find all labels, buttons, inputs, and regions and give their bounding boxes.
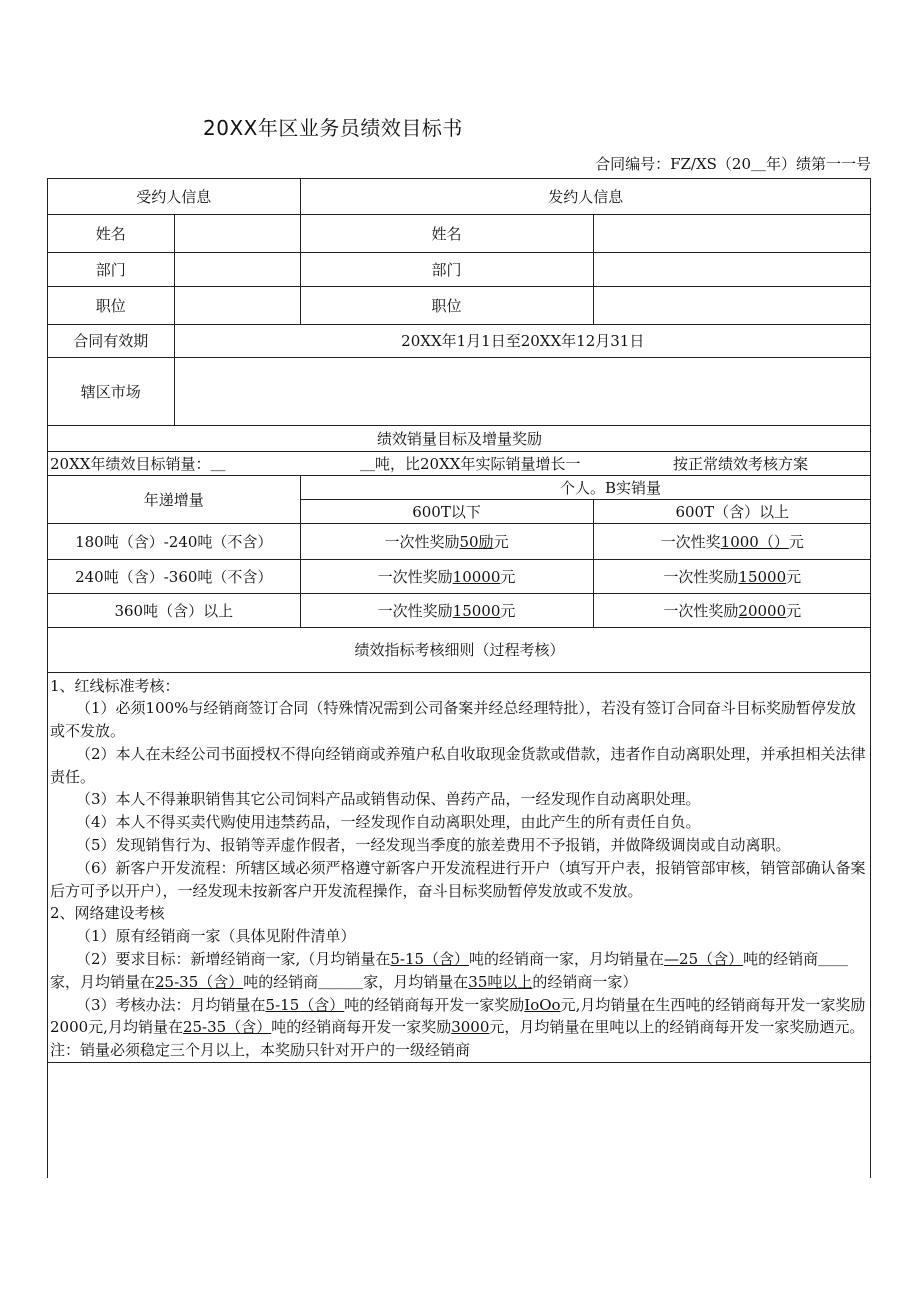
reward-unit: 元: [786, 601, 802, 620]
target-text-part3: 按正常绩效考核方案: [673, 454, 809, 473]
performance-form-table: [48, 179, 871, 1063]
validity-label: 合同有效期: [48, 324, 174, 357]
issuer-info-header: 发约人信息: [300, 179, 871, 214]
assessment-body-row: [48, 672, 871, 1063]
text-span: （3）考核办法：月均销量在: [76, 995, 266, 1014]
territory-row: [48, 357, 871, 425]
text-span: 吨的经销商＿＿家，月均销量在: [50, 950, 849, 991]
assessment-body: [48, 672, 871, 1063]
recipient-name-label: 姓名: [48, 214, 174, 252]
reward-range: 240吨（含）-360吨（不含）: [48, 559, 300, 593]
reward-amount: 1000（）: [720, 532, 789, 551]
redline-item: （6）新客户开发流程：所辖区域必须严格遵守新客户开发流程进行开户（填写开户表，报销管部审核，销管部确认备案后方可予以开户），一经发现未按新客户开发流程操作，奋斗目标奖励暂停发放或不发放。: [50, 858, 866, 900]
recipient-position-label: 职位: [48, 286, 174, 324]
redline-heading: 1、红线标准考核：: [50, 676, 180, 695]
reward-unit: 元: [493, 532, 509, 551]
text-span: 吨的经销商每开发一家奖励: [344, 995, 525, 1014]
reward-below-600t: [300, 559, 593, 593]
reward-prefix: 一次性奖励: [663, 601, 739, 620]
validity-row: [48, 324, 871, 357]
territory-field[interactable]: [174, 357, 871, 425]
reward-unit: 元: [500, 601, 516, 620]
col-above-600t: 600T（含）以上: [593, 499, 871, 523]
annual-target-line: [48, 451, 871, 475]
reward-amount: 15000: [738, 567, 787, 586]
reward-amount: 50励: [459, 532, 494, 551]
underlined-value: 5-15（含）: [265, 995, 345, 1014]
reward-above-600t: [593, 523, 871, 559]
target-text-part1: 20XX年绩效目标销量：＿: [50, 454, 226, 473]
recipient-dept-field[interactable]: [174, 252, 300, 286]
recipient-info-header: 受约人信息: [48, 179, 300, 214]
underlined-value: 25-35（含）: [182, 1018, 272, 1037]
redline-item: （5）发现销售行为、报销等弄虚作假者，一经发现当季度的旅差费用不予报销，并做降级调岗或自动离职。: [76, 836, 791, 855]
personal-sales-label: 个人。B实销量: [300, 475, 871, 499]
underlined-value: 5-15（含）: [390, 950, 470, 969]
recipient-position-field[interactable]: [174, 286, 300, 324]
issuer-dept-label: 部门: [300, 252, 593, 286]
reward-prefix: 一次性奖: [660, 532, 721, 551]
reward-amount: 20000: [738, 601, 787, 620]
issuer-name-label: 姓名: [300, 214, 593, 252]
text-span: 元，月均销量在里吨以上的经销商每开发一家奖励迺元。注：销量必须稳定三个月以上，本奖励只针对开户的一级经销商: [50, 1018, 865, 1060]
text-span: 吨的经销商一家，月均销量在: [469, 950, 665, 969]
growth-header-row: [48, 475, 871, 499]
reward-prefix: 一次性奖励: [377, 567, 453, 586]
reward-row: [48, 593, 871, 627]
issuer-dept-field[interactable]: [593, 252, 871, 286]
reward-unit: 元: [786, 567, 802, 586]
assessment-title-row: [48, 627, 871, 672]
text-span: 的经销商一家）: [532, 972, 638, 991]
reward-row: [48, 559, 871, 593]
col-below-600t: 600T以下: [300, 499, 593, 523]
reward-unit: 元: [500, 567, 516, 586]
issuer-name-field[interactable]: [593, 214, 871, 252]
reward-prefix: 一次性奖励: [384, 532, 460, 551]
network-item-method: [50, 994, 869, 1062]
issuer-position-field[interactable]: [593, 286, 871, 324]
info-header-row: [48, 179, 871, 214]
recipient-name-field[interactable]: [174, 214, 300, 252]
incentive-title-row: [48, 425, 871, 451]
growth-label: 年递增量: [48, 475, 300, 523]
redline-item: （3）本人不得兼职销售其它公司饲料产品或销售动保、兽药产品，一经发现作自动离职处理。: [76, 790, 701, 809]
text-span: 吨的经销商＿＿＿家，月均销量在: [243, 972, 469, 991]
reward-above-600t: [593, 593, 871, 627]
reward-amount: 10000: [452, 567, 501, 586]
text-span: 吨的经销商每开发一家奖励: [271, 1018, 452, 1037]
reward-prefix: 一次性奖励: [377, 601, 453, 620]
name-row: [48, 214, 871, 252]
reward-below-600t: [300, 593, 593, 627]
network-item-existing: （1）原有经销商一家（具体见附件清单）: [76, 927, 356, 946]
network-heading: 2、网络建设考核: [50, 904, 165, 923]
validity-value: 20XX年1月1日至20XX年12月31日: [174, 324, 871, 357]
dept-row: [48, 252, 871, 286]
target-row: [48, 451, 871, 475]
reward-above-600t: [593, 559, 871, 593]
reward-range: 360吨（含）以上: [48, 593, 300, 627]
reward-prefix: 一次性奖励: [663, 567, 739, 586]
underlined-value: 35吨以上: [468, 972, 533, 991]
network-item-target: [50, 948, 869, 994]
recipient-dept-label: 部门: [48, 252, 174, 286]
position-row: [48, 286, 871, 324]
reward-row: [48, 523, 871, 559]
underlined-value: 3000: [451, 1018, 490, 1037]
underlined-value: —25（含）: [664, 950, 744, 969]
territory-label: 辖区市场: [48, 357, 174, 425]
incentive-section-title: 绩效销量目标及增量奖励: [48, 425, 871, 451]
document-title: 20XX年区业务员绩效目标书: [203, 116, 463, 140]
assessment-section-title: 绩效指标考核细则（过程考核）: [48, 627, 871, 672]
redline-item: （4）本人不得买卖代购使用违禁药品，一经发现作自动离职处理，由此产生的所有责任自负。: [76, 813, 701, 832]
text-span: 元,月均销量在生西吨的经销商每开发一家奖励2000元,月均销量在: [50, 995, 866, 1037]
contract-number: 合同编号：FZ/XS（20＿年）绩第一一号: [595, 155, 871, 173]
reward-unit: 元: [788, 532, 804, 551]
redline-item: （2）本人在未经公司书面授权不得向经销商或养殖户私自收取现金货款或借款，违者作自动离职处理，并承担相关法律责任。: [50, 744, 866, 786]
reward-amount: 15000: [452, 601, 501, 620]
target-text-part2: ＿吨，比20XX年实际销量增长一: [360, 454, 581, 473]
reward-below-600t: [300, 523, 593, 559]
text-span: （2）要求目标：新增经销商一家,（月均销量在: [76, 950, 391, 969]
form-table-frame: [47, 178, 871, 1178]
redline-item: （1）必须100%与经销商签订合同（特殊情况需到公司备案并经总经理特批），若没有签订合同奋斗目标奖励暂停发放或不发放。: [50, 699, 856, 741]
underlined-value: IoOo: [524, 995, 561, 1014]
reward-range: 180吨（含）-240吨（不含）: [48, 523, 300, 559]
underlined-value: 25-35（含）: [155, 972, 244, 991]
issuer-position-label: 职位: [300, 286, 593, 324]
